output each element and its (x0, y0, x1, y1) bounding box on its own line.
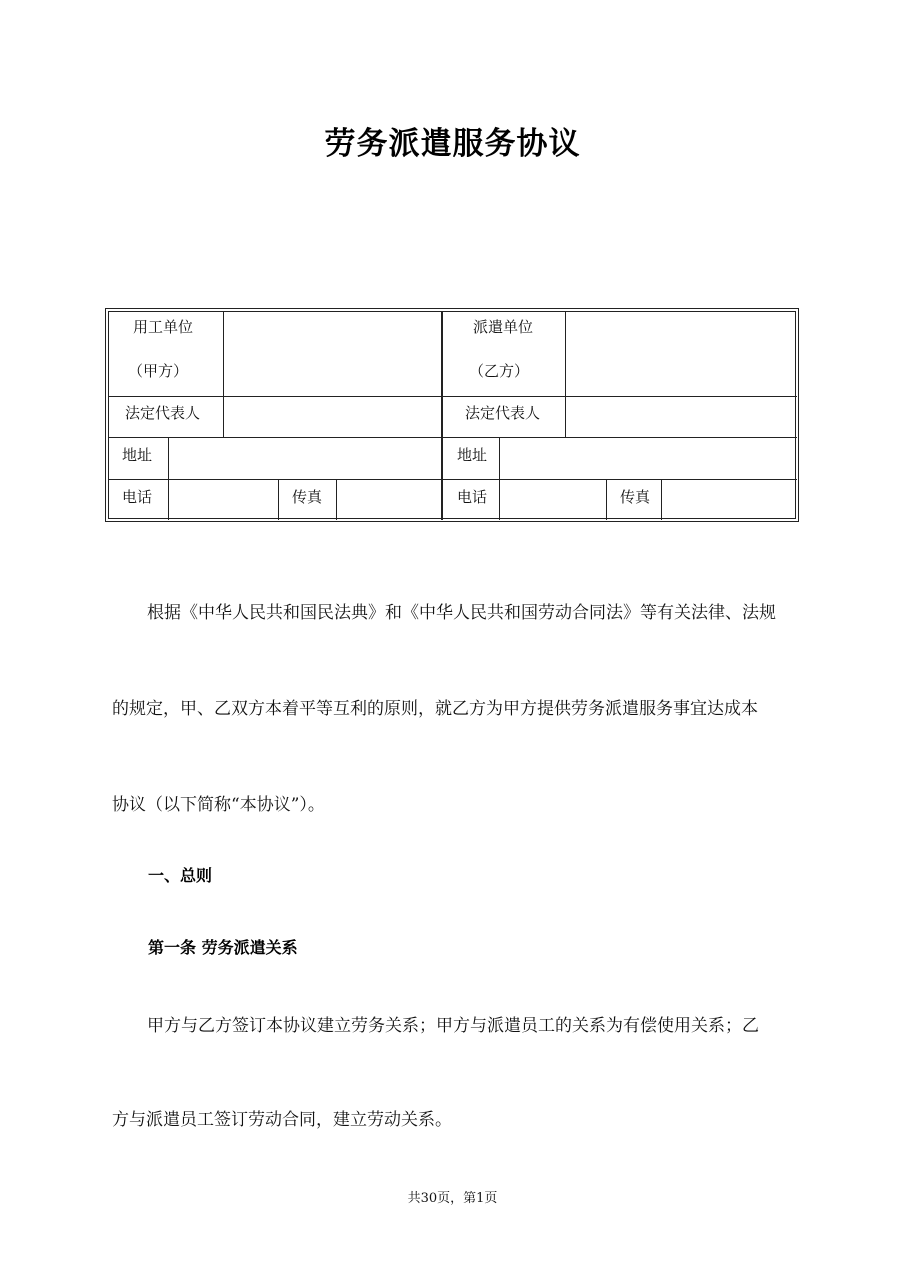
table-col-divider (606, 479, 607, 520)
table-col-divider (565, 311, 566, 437)
article-text-line-1: 甲方与乙方签订本协议建立劳务关系；甲方与派遣员工的关系为有偿使用关系；乙 (147, 1016, 759, 1036)
intro-line-2: 的规定，甲、乙双方本着平等互利的原则，就乙方为甲方提供劳务派遣服务事宜达成本 (112, 699, 758, 719)
party-a-unit-label: 用工单位 (133, 318, 194, 336)
party-b-label: （乙方） (469, 362, 530, 380)
table-center-divider (441, 311, 443, 520)
fax-a-label: 传真 (292, 488, 323, 506)
legal-rep-a-label: 法定代表人 (125, 404, 201, 422)
article-heading: 第一条 劳务派遣关系 (148, 938, 298, 957)
table-row-divider (108, 396, 797, 397)
address-b-label: 地址 (457, 446, 488, 464)
table-col-divider (223, 311, 224, 437)
article-text-line-2: 方与派遣员工签订劳动合同，建立劳动关系。 (112, 1110, 452, 1130)
party-b-unit-label: 派遣单位 (473, 318, 534, 336)
table-col-divider (168, 437, 169, 520)
table-border (105, 308, 799, 522)
table-col-divider (499, 437, 500, 520)
intro-line-3: 协议（以下简称“本协议”）。 (112, 795, 325, 815)
table-col-divider (336, 479, 337, 520)
phone-b-label: 电话 (457, 488, 488, 506)
table-row-divider (108, 437, 797, 438)
legal-rep-b-label: 法定代表人 (465, 404, 541, 422)
page-number: 共30页，第1页 (407, 1191, 498, 1206)
table-col-divider (661, 479, 662, 520)
intro-line-1: 根据《中华人民共和国民法典》和《中华人民共和国劳动合同法》等有关法律、法规 (147, 603, 776, 623)
table-col-divider (278, 479, 279, 520)
table-row-divider (108, 479, 797, 480)
address-a-label: 地址 (122, 446, 153, 464)
document-title: 劳务派遣服务协议 (324, 126, 581, 162)
section-heading: 一、总则 (148, 866, 213, 885)
fax-b-label: 传真 (620, 488, 651, 506)
party-a-label: （甲方） (128, 362, 189, 380)
phone-a-label: 电话 (122, 488, 153, 506)
